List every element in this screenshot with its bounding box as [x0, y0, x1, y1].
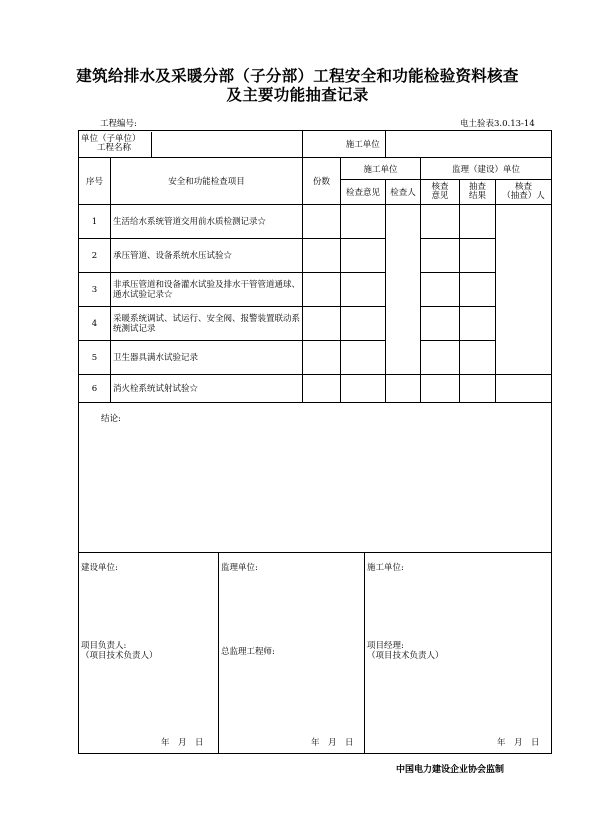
spot-result-cell[interactable] [460, 307, 496, 341]
spot-result-cell[interactable] [460, 239, 496, 273]
unit-name-value-ext[interactable] [303, 131, 341, 158]
verify-opinion-cell[interactable] [421, 307, 460, 341]
form-title-line1: 建筑给排水及采暖分部（子分部）工程安全和功能检验资料核查 [76, 67, 519, 85]
check-opinion-cell[interactable] [341, 341, 386, 375]
copies-cell[interactable] [303, 307, 341, 341]
check-opinion-cell[interactable] [341, 307, 386, 341]
construct-unit-label: 施工单位: [367, 563, 404, 573]
table-row [79, 273, 552, 307]
col-checker: 检查人 [386, 180, 421, 205]
signature-block [79, 553, 552, 754]
footer-supervisor: 中国电力建设企业协会监制 [396, 765, 505, 775]
verify-opinion-cell[interactable] [421, 375, 460, 403]
copies-cell[interactable] [303, 239, 341, 273]
construct-tech-label: （项目技术负责人） [367, 651, 444, 661]
col-verify-opinion-2: 意见 [431, 191, 449, 201]
copies-cell[interactable] [303, 273, 341, 307]
table-row [79, 205, 552, 239]
build-tech-label: （项目技术负责人） [81, 651, 158, 661]
copies-cell[interactable] [303, 341, 341, 375]
col-verifier-1: 核查 [514, 182, 532, 192]
row-item: 卫生器具满水试验记录 [111, 341, 303, 375]
construction-unit-input[interactable] [386, 131, 552, 158]
row-item: 消火栓系统试射试验☆ [111, 375, 303, 403]
row-item: 生活给水系统管道交用前水质检测记录☆ [111, 205, 303, 239]
build-unit-label: 建设单位: [81, 563, 118, 573]
build-person-label: 项目负责人: [81, 641, 127, 651]
col-check-opinion: 检查意见 [341, 180, 386, 205]
col-construction-group: 施工单位 [341, 158, 421, 180]
supervise-date: 年 月 日 [311, 738, 354, 748]
col-supervision-group: 监理（建设）单位 [421, 158, 552, 180]
verify-opinion-cell[interactable] [421, 273, 460, 307]
row-item: 采暖系统调试、试运行、安全阀、报警装置联动系统测试记录 [111, 307, 303, 341]
build-date: 年 月 日 [161, 738, 204, 748]
spot-result-cell[interactable] [460, 341, 496, 375]
spot-result-cell[interactable] [460, 273, 496, 307]
row-no: 4 [79, 307, 111, 341]
copies-cell[interactable] [303, 375, 341, 403]
check-opinion-cell[interactable] [341, 375, 386, 403]
row-no: 1 [79, 205, 111, 239]
verify-opinion-cell[interactable] [421, 341, 460, 375]
check-opinion-cell[interactable] [341, 205, 386, 239]
form-title-line2: 及主要功能抽查记录 [226, 86, 369, 104]
col-item: 安全和功能检查项目 [111, 158, 303, 205]
col-spot-result-2: 结果 [468, 191, 486, 201]
verifier-cell[interactable] [496, 375, 552, 403]
spot-result-cell[interactable] [460, 375, 496, 403]
row-no: 5 [79, 341, 111, 375]
checker-cell[interactable] [386, 375, 421, 403]
table-row [79, 375, 552, 403]
unit-name-input[interactable] [152, 132, 302, 157]
verify-opinion-cell[interactable] [421, 239, 460, 273]
conclusion-area[interactable] [79, 403, 552, 553]
col-seq: 序号 [79, 158, 111, 205]
table-row [79, 239, 552, 273]
col-copies: 份数 [303, 158, 341, 205]
col-verifier-2: （抽查）人 [502, 191, 545, 201]
checker-cell[interactable] [386, 205, 421, 375]
construct-date: 年 月 日 [497, 738, 540, 748]
spot-result-cell[interactable] [460, 205, 496, 239]
conclusion-label: 结论: [101, 414, 121, 424]
inspection-table [78, 130, 552, 754]
unit-label-line2: 工程名称 [97, 142, 132, 153]
verifier-cell[interactable] [496, 205, 552, 375]
unit-label-line1: 单位（子单位） [81, 133, 141, 144]
project-no-label: 工程编号: [100, 119, 137, 129]
form-code: 电土验表3.0.13-14 [460, 119, 535, 129]
row-item: 非承压管道和设备灌水试验及排水干管管道通球、通水试验记录☆ [111, 273, 303, 307]
build-signature[interactable] [79, 553, 219, 753]
project-manager-label: 项目经理: [367, 641, 404, 651]
row-no: 2 [79, 239, 111, 273]
supervise-signature[interactable] [219, 553, 365, 753]
row-item: 承压管道、设备系统水压试验☆ [111, 239, 303, 273]
check-opinion-cell[interactable] [341, 239, 386, 273]
row-no: 3 [79, 273, 111, 307]
copies-cell[interactable] [303, 205, 341, 239]
construction-unit-label: 施工单位 [341, 131, 386, 158]
construct-signature[interactable] [365, 553, 551, 753]
col-spot-result-1: 抽查 [468, 182, 486, 192]
verify-opinion-cell[interactable] [421, 205, 460, 239]
unit-name-row [79, 131, 303, 158]
row-no: 6 [79, 375, 111, 403]
check-opinion-cell[interactable] [341, 273, 386, 307]
chief-engineer-label: 总监理工程师: [221, 647, 275, 657]
table-row [79, 341, 552, 375]
supervise-unit-label: 监理单位: [221, 563, 258, 573]
col-verify-opinion-1: 核查 [431, 182, 449, 192]
table-row [79, 307, 552, 341]
